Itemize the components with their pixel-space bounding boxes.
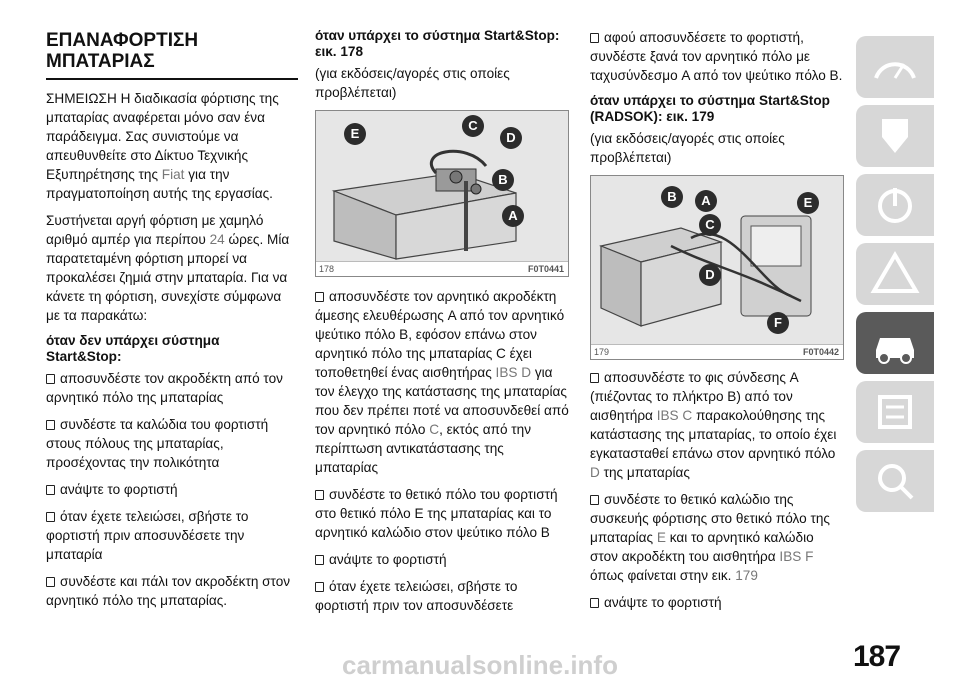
subheading: όταν δεν υπάρχει σύστημα Start&Stop: bbox=[46, 333, 220, 364]
index-icon bbox=[870, 458, 920, 504]
page-number: 187 bbox=[853, 640, 901, 673]
charging-paragraph: Συστήνεται αργή φόρτιση με χαμηλό αριθμό αμπέρ για περίπου 24 ώρες. Μία παρατεταμένη φόρτιση μπορεί να προκαλέσει ζημιά στην μπαταρία. Για να κάνετε τη φόρτιση, συνεχίστε σύμφωνα με τα παρακάτω: bbox=[46, 213, 290, 323]
step: αφού αποσυνδέσετε το φορτιστή, συνδέστε ξανά τον αρνητικό πόλο με ταχυσύνδεσμο A από τον ψεύτικο πόλο B. bbox=[590, 30, 843, 83]
checkbox-bullet-icon bbox=[46, 374, 55, 384]
checkbox-bullet-icon bbox=[315, 582, 324, 592]
checkbox-bullet-icon bbox=[590, 33, 599, 43]
tab-specs[interactable] bbox=[856, 381, 934, 443]
chapter-tabs bbox=[852, 0, 960, 678]
label-badge-e: E bbox=[344, 123, 366, 145]
checkbox-bullet-icon bbox=[46, 577, 55, 587]
checkbox-bullet-icon bbox=[46, 420, 55, 430]
emergency-icon bbox=[870, 251, 920, 297]
note-paragraph: ΣΗΜΕΙΩΣΗ Η διαδικασία φόρτισης της μπαταρίας αναφέρεται μόνο σαν ένα παράδειγμα. Σας συνιστούμε να απευθυνθείτε στο Δίκτυο Τεχνικής Εξυπηρέτησης της Fiat για την πραγματοποίηση αυτής της εργασίας. bbox=[46, 91, 279, 201]
step: συνδέστε το θετικό πόλο του φορτιστή στο θετικό πόλο E της μπαταρίας και το αρνητικό καλώδιο στον ψεύτικο πόλο B bbox=[315, 487, 558, 540]
checkbox-bullet-icon bbox=[315, 555, 324, 565]
label-badge-e: E bbox=[797, 192, 819, 214]
tab-safety[interactable] bbox=[856, 105, 934, 167]
label-badge-f: F bbox=[767, 312, 789, 334]
step: όταν έχετε τελειώσει, σβήστε το φορτιστή πριν τον αποσυνδέσετε bbox=[315, 579, 518, 613]
checkbox-bullet-icon bbox=[46, 512, 55, 522]
step: αποσυνδέστε τον αρνητικό ακροδέκτη άμεσης ελευθέρωσης A από τον αρνητικό ψεύτικο πόλο B, εφόσον επάνω στον αρνητικό πόλο της μπαταρίας C έχει τοποθετηθεί ένας αισθητήρας IBS D για τον έλεγχο της κατάστασης της μπαταρίας που δεν πρέπει ποτέ να αποσυνδεθεί από τον αρνητικό πόλο C, εκτός από την περίπτωση αντικατάστασης της μπαταρίας bbox=[315, 289, 569, 475]
checkbox-bullet-icon bbox=[315, 490, 324, 500]
column-1 bbox=[46, 28, 298, 618]
checkbox-bullet-icon bbox=[590, 373, 599, 383]
figure-caption: 178 F0T0441 bbox=[316, 261, 568, 276]
checkbox-bullet-icon bbox=[590, 495, 599, 505]
specs-icon bbox=[870, 389, 920, 435]
figure-caption: 179 F0T0442 bbox=[591, 344, 843, 359]
watermark: carmanualsonline.info bbox=[342, 650, 618, 680]
tab-starting[interactable] bbox=[856, 174, 934, 236]
label-badge-c: C bbox=[699, 214, 721, 236]
step: συνδέστε τα καλώδια του φορτιστή στους πόλους της μπαταρίας, προσέχοντας την πολικότητα bbox=[46, 417, 269, 470]
dashboard-icon bbox=[870, 44, 920, 90]
tab-car-maintenance[interactable] bbox=[856, 312, 934, 374]
column-2 bbox=[315, 28, 569, 623]
label-badge-b: B bbox=[661, 186, 683, 208]
label-badge-d: D bbox=[699, 264, 721, 286]
step: αποσυνδέστε το φις σύνδεσης A (πιέζοντας το πλήκτρο B) από τον αισθητήρα IBS C παρακολούθησης της κατάστασης της μπαταρίας, το οποίο έχει εγκατασταθεί επάνω στον αρνητικό πόλο D της μπαταρίας bbox=[590, 370, 837, 480]
step: συνδέστε και πάλι τον ακροδέκτη στον αρνητικό πόλο της μπαταρίας. bbox=[46, 574, 291, 608]
subheading-note: (για εκδόσεις/αγορές στις οποίες προβλέπεται) bbox=[315, 66, 510, 100]
subheading-note: (για εκδόσεις/αγορές στις οποίες προβλέπεται) bbox=[590, 131, 785, 165]
step: συνδέστε το θετικό καλώδιο της συσκευής φόρτισης στο θετικό πόλο της μπαταρίας E και το αρνητικό καλώδιο στον ακροδέκτη του αισθητήρα IBS F όπως φαίνεται στην εικ. 179 bbox=[590, 492, 830, 583]
step: ανάψτε το φορτιστή bbox=[315, 550, 569, 569]
figure-179 bbox=[590, 175, 844, 360]
label-badge-a: A bbox=[502, 205, 524, 227]
subheading: όταν υπάρχει το σύστημα Start&Stop: εικ. 178 bbox=[315, 28, 560, 59]
label-badge-c: C bbox=[462, 115, 484, 137]
step: όταν έχετε τελειώσει, σβήστε το φορτιστή πριν αποσυνδέσετε την μπαταρία bbox=[46, 509, 249, 562]
starting-icon bbox=[870, 182, 920, 228]
step: αποσυνδέστε τον ακροδέκτη από τον αρνητικό πόλο της μπαταρίας bbox=[46, 371, 283, 405]
label-badge-a: A bbox=[695, 190, 717, 212]
checkbox-bullet-icon bbox=[590, 598, 599, 608]
column-3 bbox=[590, 28, 845, 620]
tab-dashboard[interactable] bbox=[856, 36, 934, 98]
tab-emergency[interactable] bbox=[856, 243, 934, 305]
checkbox-bullet-icon bbox=[315, 292, 324, 302]
tab-index[interactable] bbox=[856, 450, 934, 512]
label-badge-d: D bbox=[500, 127, 522, 149]
step: ανάψτε το φορτιστή bbox=[590, 593, 845, 612]
checkbox-bullet-icon bbox=[46, 485, 55, 495]
step: ανάψτε το φορτιστή bbox=[46, 480, 298, 499]
figure-178 bbox=[315, 110, 569, 277]
title-rule bbox=[46, 78, 298, 80]
subheading: όταν υπάρχει το σύστημα Start&Stop (RADSOK): εικ. 179 bbox=[590, 93, 830, 124]
car-maintenance-icon bbox=[870, 320, 920, 366]
label-badge-b: B bbox=[492, 169, 514, 191]
note-label: ΣΗΜΕΙΩΣΗ bbox=[46, 91, 117, 106]
section-title: ΕΠΑΝΑΦΟΡΤΙΣΗ ΜΠΑΤΑΡΙΑΣ bbox=[46, 30, 199, 72]
safety-icon bbox=[870, 113, 920, 159]
